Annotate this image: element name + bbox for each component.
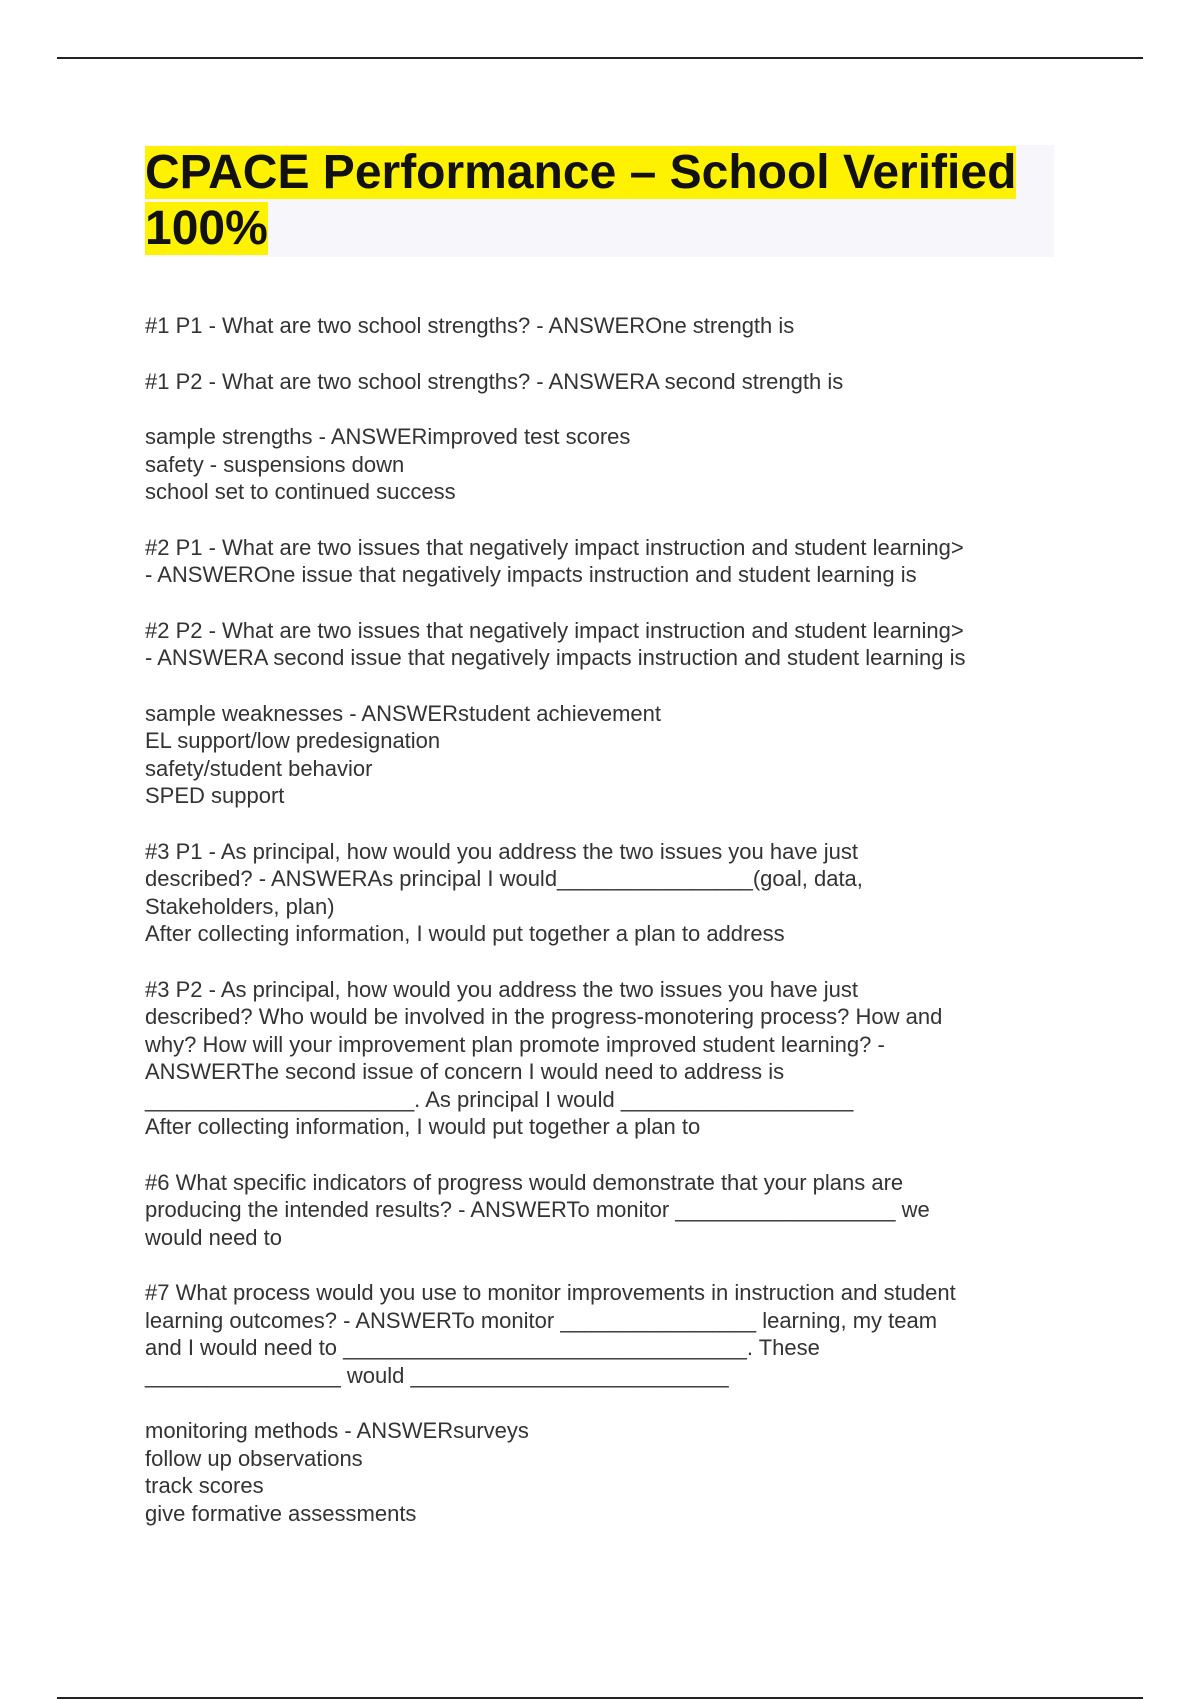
qa-paragraph [145,700,1065,810]
text-line: ______________________. As principal I would ___________________ [145,1086,854,1112]
qa-paragraph [145,1279,1065,1389]
qa-paragraph [145,368,1065,396]
text-line: ANSWERThe second issue of concern I would need to address is [145,1059,785,1084]
text-line: After collecting information, I would put together a plan to address [145,921,785,946]
text-line: #2 P2 - What are two issues that negatively impact instruction and student learning> [145,617,964,643]
text-line: Stakeholders, plan) [145,893,335,919]
text-line: After collecting information, I would put together a plan to [145,1114,701,1139]
qa-paragraph [145,838,1065,948]
text-line: track scores [145,1473,264,1498]
qa-paragraph [145,1169,1065,1252]
text-line: school set to continued success [145,479,456,504]
text-line: #1 P2 - What are two school strengths? - ANSWERA second strength is [145,368,844,394]
text-line: monitoring methods - ANSWERsurveys [145,1418,529,1443]
text-line: #3 P2 - As principal, how would you address the two issues you have just [145,976,858,1002]
text-line: learning outcomes? - ANSWERTo monitor ________________ learning, my team [145,1307,938,1333]
text-line: - ANSWEROne issue that negatively impacts instruction and student learning is [145,562,917,587]
text-line: described? Who would be involved in the progress-monotering process? How and [145,1004,943,1029]
text-line: producing the intended results? - ANSWERTo monitor __________________ we [145,1197,930,1222]
text-line: and I would need to _________________________________. These [145,1335,820,1360]
qa-paragraph [145,976,1065,1141]
text-line: follow up observations [145,1445,363,1471]
text-line: #2 P1 - What are two issues that negatively impact instruction and student learning> [145,534,964,560]
page-bottom-rule [57,1697,1143,1699]
qa-paragraph [145,423,1065,506]
text-line: described? - ANSWERAs principal I would________________(goal, data, [145,866,863,891]
text-line: safety/student behavior [145,755,373,781]
document-title [145,145,1054,257]
qa-paragraph [145,1417,1065,1527]
text-line: safety - suspensions down [145,451,405,477]
qa-paragraph [145,534,1065,589]
text-line: #6 What specific indicators of progress would demonstrate that your plans are [145,1169,904,1195]
text-line: sample strengths - ANSWERimproved test scores [145,424,631,449]
text-line: give formative assessments [145,1500,417,1526]
text-line: #1 P1 - What are two school strengths? - ANSWEROne strength is [145,313,795,338]
text-line: SPED support [145,783,285,808]
title-highlight: CPACE Performance – School Verified 100% [145,146,1017,255]
text-line: EL support/low predesignation [145,728,441,753]
text-line: #7 What process would you use to monitor improvements in instruction and student [145,1280,956,1305]
text-line: sample weaknesses - ANSWERstudent achievement [145,700,662,726]
text-line: ________________ would __________________________ [145,1362,729,1388]
document-body [145,312,1065,1555]
text-line: why? How will your improvement plan promote improved student learning? - [145,1031,885,1057]
page-top-rule [57,57,1143,59]
qa-paragraph [145,312,1065,340]
text-line: #3 P1 - As principal, how would you address the two issues you have just [145,838,858,864]
text-line: would need to [145,1224,282,1250]
qa-paragraph [145,617,1065,672]
text-line: - ANSWERA second issue that negatively impacts instruction and student learning is [145,645,966,670]
